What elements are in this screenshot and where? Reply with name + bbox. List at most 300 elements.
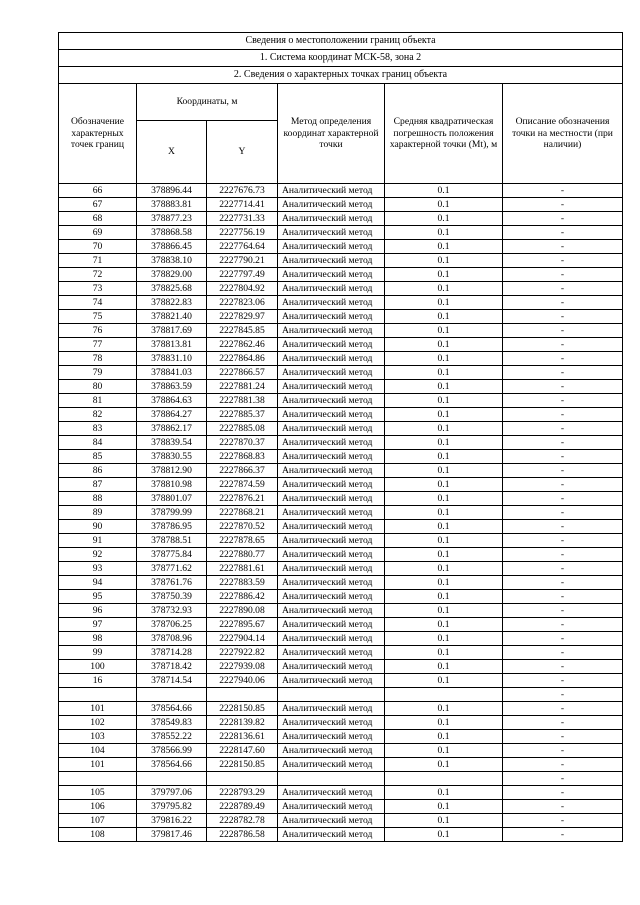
table-row <box>59 310 623 324</box>
cell-description: - <box>503 394 623 408</box>
cell-method: Аналитический метод <box>278 380 385 394</box>
table-row <box>59 744 623 758</box>
cell-precision: 0.1 <box>385 506 503 520</box>
cell-precision: 0.1 <box>385 296 503 310</box>
table-row <box>59 576 623 590</box>
cell-y: 2227870.52 <box>207 520 278 534</box>
table-row <box>59 674 623 688</box>
table-row <box>59 506 623 520</box>
cell-x: 378825.68 <box>137 282 207 296</box>
cell-description: - <box>503 702 623 716</box>
cell-precision: 0.1 <box>385 282 503 296</box>
header-coords: Координаты, м <box>137 84 278 121</box>
boundary-points-table <box>58 32 623 842</box>
cell-precision: 0.1 <box>385 198 503 212</box>
cell-method: Аналитический метод <box>278 674 385 688</box>
cell-point: 92 <box>59 548 137 562</box>
table-row <box>59 198 623 212</box>
cell-point: 91 <box>59 534 137 548</box>
cell-precision: 0.1 <box>385 562 503 576</box>
cell-point: 103 <box>59 730 137 744</box>
cell-precision: 0.1 <box>385 744 503 758</box>
cell-method: Аналитический метод <box>278 450 385 464</box>
cell-y: 2228782.78 <box>207 814 278 828</box>
table-row <box>59 366 623 380</box>
cell-x: 378817.69 <box>137 324 207 338</box>
cell-precision: 0.1 <box>385 464 503 478</box>
cell-precision: 0.1 <box>385 548 503 562</box>
cell-method: Аналитический метод <box>278 198 385 212</box>
cell-precision: 0.1 <box>385 814 503 828</box>
cell-x: 378896.44 <box>137 184 207 198</box>
cell-x: 379817.46 <box>137 828 207 842</box>
cell-precision: 0.1 <box>385 716 503 730</box>
cell-description: - <box>503 198 623 212</box>
cell-precision: 0.1 <box>385 268 503 282</box>
cell-point: 83 <box>59 422 137 436</box>
boundary-points-document <box>58 32 622 842</box>
header-y: Y <box>207 121 278 184</box>
cell-description: - <box>503 744 623 758</box>
cell-description: - <box>503 688 623 702</box>
cell-y: 2227823.06 <box>207 296 278 310</box>
title-row <box>59 67 623 84</box>
cell-precision: 0.1 <box>385 632 503 646</box>
cell-description: - <box>503 408 623 422</box>
table-row <box>59 436 623 450</box>
cell-precision: 0.1 <box>385 324 503 338</box>
cell-x: 378864.63 <box>137 394 207 408</box>
table-row <box>59 646 623 660</box>
table-row <box>59 800 623 814</box>
cell-point: 93 <box>59 562 137 576</box>
cell-method: Аналитический метод <box>278 240 385 254</box>
cell-x: 378810.98 <box>137 478 207 492</box>
cell-description: - <box>503 310 623 324</box>
cell-description: - <box>503 338 623 352</box>
cell-point: 88 <box>59 492 137 506</box>
cell-precision: 0.1 <box>385 254 503 268</box>
cell-x: 378813.81 <box>137 338 207 352</box>
cell-precision: 0.1 <box>385 380 503 394</box>
cell-point: 79 <box>59 366 137 380</box>
cell-method: Аналитический метод <box>278 338 385 352</box>
title-row <box>59 33 623 50</box>
cell-y: 2227868.21 <box>207 506 278 520</box>
title-row <box>59 50 623 67</box>
cell-point: 69 <box>59 226 137 240</box>
cell-point: 67 <box>59 198 137 212</box>
cell-method: Аналитический метод <box>278 282 385 296</box>
table-row <box>59 534 623 548</box>
cell-description: - <box>503 478 623 492</box>
cell-y: 2227870.37 <box>207 436 278 450</box>
cell-point: 68 <box>59 212 137 226</box>
cell-point: 87 <box>59 478 137 492</box>
table-row <box>59 590 623 604</box>
cell-x: 378883.81 <box>137 198 207 212</box>
cell-x: 379797.06 <box>137 786 207 800</box>
table-row <box>59 618 623 632</box>
cell-x: 378718.42 <box>137 660 207 674</box>
cell-x: 378786.95 <box>137 520 207 534</box>
cell-point: 76 <box>59 324 137 338</box>
cell-description: - <box>503 380 623 394</box>
cell-description: - <box>503 590 623 604</box>
table-row <box>59 562 623 576</box>
cell-x: 378761.76 <box>137 576 207 590</box>
cell-point: 97 <box>59 618 137 632</box>
cell-point: 77 <box>59 338 137 352</box>
cell-method: Аналитический метод <box>278 716 385 730</box>
cell-y: 2227885.08 <box>207 422 278 436</box>
cell-precision: 0.1 <box>385 226 503 240</box>
cell-description: - <box>503 240 623 254</box>
table-row <box>59 828 623 842</box>
cell-x: 378862.17 <box>137 422 207 436</box>
cell-y: 2227886.42 <box>207 590 278 604</box>
cell-point: 90 <box>59 520 137 534</box>
cell-x: 378838.10 <box>137 254 207 268</box>
cell-method: Аналитический метод <box>278 506 385 520</box>
cell-point: 96 <box>59 604 137 618</box>
cell-method: Аналитический метод <box>278 548 385 562</box>
cell-y: 2227866.57 <box>207 366 278 380</box>
cell-point: 70 <box>59 240 137 254</box>
cell-description: - <box>503 324 623 338</box>
table-row <box>59 660 623 674</box>
cell-precision: 0.1 <box>385 422 503 436</box>
cell-x: 378812.90 <box>137 464 207 478</box>
cell-y: 2228147.60 <box>207 744 278 758</box>
cell-precision: 0.1 <box>385 436 503 450</box>
cell-method: Аналитический метод <box>278 520 385 534</box>
cell-description: - <box>503 436 623 450</box>
table-row <box>59 184 623 198</box>
cell-y: 2227881.38 <box>207 394 278 408</box>
cell-method: Аналитический метод <box>278 800 385 814</box>
cell-description: - <box>503 254 623 268</box>
cell-point: 89 <box>59 506 137 520</box>
cell-point: 84 <box>59 436 137 450</box>
document-title: Сведения о местоположении границ объекта <box>59 33 623 50</box>
cell-y: 2227939.08 <box>207 660 278 674</box>
cell-y: 2227756.19 <box>207 226 278 240</box>
cell-description: - <box>503 464 623 478</box>
table-row <box>59 758 623 772</box>
cell-y: 2228789.49 <box>207 800 278 814</box>
cell-precision: 0.1 <box>385 660 503 674</box>
cell-point: 75 <box>59 310 137 324</box>
cell-description: - <box>503 576 623 590</box>
cell-point: 108 <box>59 828 137 842</box>
cell-point: 78 <box>59 352 137 366</box>
cell-method: Аналитический метод <box>278 408 385 422</box>
cell-y: 2227862.46 <box>207 338 278 352</box>
cell-method: Аналитический метод <box>278 464 385 478</box>
cell-description: - <box>503 366 623 380</box>
cell-y: 2227790.21 <box>207 254 278 268</box>
cell-description: - <box>503 520 623 534</box>
header-x: X <box>137 121 207 184</box>
cell-method: Аналитический метод <box>278 296 385 310</box>
cell-precision: 0.1 <box>385 576 503 590</box>
cell-method: Аналитический метод <box>278 576 385 590</box>
cell-method: Аналитический метод <box>278 744 385 758</box>
table-row <box>59 730 623 744</box>
header-method: Метод определения координат характерной точки <box>278 84 385 184</box>
cell-precision: 0.1 <box>385 800 503 814</box>
cell-x: 378866.45 <box>137 240 207 254</box>
cell-y: 2227676.73 <box>207 184 278 198</box>
cell-x <box>137 688 207 702</box>
cell-x: 378549.83 <box>137 716 207 730</box>
cell-method: Аналитический метод <box>278 562 385 576</box>
cell-description: - <box>503 758 623 772</box>
cell-method: Аналитический метод <box>278 212 385 226</box>
cell-description: - <box>503 296 623 310</box>
table-row <box>59 380 623 394</box>
cell-x: 378566.99 <box>137 744 207 758</box>
cell-point <box>59 772 137 786</box>
cell-y: 2227940.06 <box>207 674 278 688</box>
cell-x: 378732.93 <box>137 604 207 618</box>
cell-y: 2228793.29 <box>207 786 278 800</box>
table-row <box>59 394 623 408</box>
table-row <box>59 464 623 478</box>
cell-y: 2227764.64 <box>207 240 278 254</box>
cell-point: 82 <box>59 408 137 422</box>
cell-x: 378564.66 <box>137 758 207 772</box>
cell-y: 2227922.82 <box>207 646 278 660</box>
cell-point: 102 <box>59 716 137 730</box>
cell-x: 378829.00 <box>137 268 207 282</box>
cell-description: - <box>503 184 623 198</box>
cell-description: - <box>503 814 623 828</box>
coordinate-system-title: 1. Система координат МСК-58, зона 2 <box>59 50 623 67</box>
header-precision: Средняя квадратическая погрешность положения характерной точки (Mt), м <box>385 84 503 184</box>
table-row <box>59 604 623 618</box>
table-row <box>59 212 623 226</box>
cell-method: Аналитический метод <box>278 226 385 240</box>
table-row <box>59 772 623 786</box>
cell-x: 378830.55 <box>137 450 207 464</box>
cell-x: 378821.40 <box>137 310 207 324</box>
cell-method: Аналитический метод <box>278 492 385 506</box>
cell-point: 101 <box>59 702 137 716</box>
cell-y: 2227883.59 <box>207 576 278 590</box>
cell-y: 2227845.85 <box>207 324 278 338</box>
cell-description: - <box>503 422 623 436</box>
cell-point: 66 <box>59 184 137 198</box>
cell-x: 378839.54 <box>137 436 207 450</box>
cell-description: - <box>503 632 623 646</box>
table-row <box>59 226 623 240</box>
cell-y: 2227876.21 <box>207 492 278 506</box>
table-row <box>59 716 623 730</box>
cell-y: 2227904.14 <box>207 632 278 646</box>
cell-x <box>137 772 207 786</box>
cell-method: Аналитический метод <box>278 702 385 716</box>
cell-method <box>278 688 385 702</box>
cell-description: - <box>503 548 623 562</box>
cell-precision: 0.1 <box>385 646 503 660</box>
table-row <box>59 324 623 338</box>
table-row <box>59 338 623 352</box>
cell-y: 2227874.59 <box>207 478 278 492</box>
cell-y: 2227881.61 <box>207 562 278 576</box>
cell-point: 107 <box>59 814 137 828</box>
cell-precision: 0.1 <box>385 184 503 198</box>
cell-description: - <box>503 534 623 548</box>
cell-y: 2227864.86 <box>207 352 278 366</box>
cell-method: Аналитический метод <box>278 758 385 772</box>
cell-method: Аналитический метод <box>278 730 385 744</box>
cell-x: 378564.66 <box>137 702 207 716</box>
cell-precision: 0.1 <box>385 394 503 408</box>
table-row <box>59 814 623 828</box>
cell-precision: 0.1 <box>385 338 503 352</box>
cell-x: 378801.07 <box>137 492 207 506</box>
cell-precision: 0.1 <box>385 408 503 422</box>
cell-y: 2227885.37 <box>207 408 278 422</box>
cell-method: Аналитический метод <box>278 604 385 618</box>
cell-description: - <box>503 674 623 688</box>
cell-point: 73 <box>59 282 137 296</box>
table-row <box>59 282 623 296</box>
cell-description: - <box>503 506 623 520</box>
section-title: 2. Сведения о характерных точках границ объекта <box>59 67 623 84</box>
table-row <box>59 688 623 702</box>
cell-y: 2227890.08 <box>207 604 278 618</box>
cell-x: 378877.23 <box>137 212 207 226</box>
cell-precision: 0.1 <box>385 758 503 772</box>
cell-y <box>207 772 278 786</box>
table-row <box>59 632 623 646</box>
cell-description: - <box>503 562 623 576</box>
cell-description: - <box>503 604 623 618</box>
cell-x: 378822.83 <box>137 296 207 310</box>
table-row <box>59 352 623 366</box>
cell-precision: 0.1 <box>385 534 503 548</box>
cell-y: 2228139.82 <box>207 716 278 730</box>
cell-precision: 0.1 <box>385 352 503 366</box>
cell-precision: 0.1 <box>385 590 503 604</box>
cell-precision: 0.1 <box>385 702 503 716</box>
table-row <box>59 548 623 562</box>
cell-description: - <box>503 828 623 842</box>
header-point: Обозначение характерных точек границ <box>59 84 137 184</box>
cell-method: Аналитический метод <box>278 352 385 366</box>
cell-x: 378552.22 <box>137 730 207 744</box>
cell-method: Аналитический метод <box>278 254 385 268</box>
table-row <box>59 786 623 800</box>
cell-x: 379816.22 <box>137 814 207 828</box>
cell-precision: 0.1 <box>385 240 503 254</box>
cell-x: 378864.27 <box>137 408 207 422</box>
cell-method: Аналитический метод <box>278 828 385 842</box>
cell-point: 95 <box>59 590 137 604</box>
table-row <box>59 520 623 534</box>
cell-point: 99 <box>59 646 137 660</box>
cell-precision: 0.1 <box>385 828 503 842</box>
cell-precision: 0.1 <box>385 674 503 688</box>
cell-precision: 0.1 <box>385 786 503 800</box>
cell-method: Аналитический метод <box>278 618 385 632</box>
cell-y: 2227804.92 <box>207 282 278 296</box>
table-row <box>59 450 623 464</box>
table-row <box>59 268 623 282</box>
cell-precision: 0.1 <box>385 478 503 492</box>
cell-method: Аналитический метод <box>278 310 385 324</box>
cell-point: 98 <box>59 632 137 646</box>
cell-description: - <box>503 492 623 506</box>
cell-method: Аналитический метод <box>278 646 385 660</box>
cell-precision: 0.1 <box>385 520 503 534</box>
cell-precision: 0.1 <box>385 212 503 226</box>
cell-y <box>207 688 278 702</box>
cell-description: - <box>503 618 623 632</box>
cell-point: 16 <box>59 674 137 688</box>
cell-point: 105 <box>59 786 137 800</box>
cell-y: 2228786.58 <box>207 828 278 842</box>
cell-method: Аналитический метод <box>278 660 385 674</box>
header-row <box>59 84 623 121</box>
table-row <box>59 702 623 716</box>
cell-y: 2227880.77 <box>207 548 278 562</box>
cell-y: 2227829.97 <box>207 310 278 324</box>
cell-y: 2227731.33 <box>207 212 278 226</box>
cell-x: 378799.99 <box>137 506 207 520</box>
cell-precision: 0.1 <box>385 450 503 464</box>
cell-y: 2228136.61 <box>207 730 278 744</box>
cell-point: 86 <box>59 464 137 478</box>
cell-precision <box>385 688 503 702</box>
cell-precision: 0.1 <box>385 618 503 632</box>
table-row <box>59 492 623 506</box>
cell-y: 2227868.83 <box>207 450 278 464</box>
cell-description: - <box>503 772 623 786</box>
cell-method: Аналитический метод <box>278 268 385 282</box>
cell-description: - <box>503 800 623 814</box>
cell-description: - <box>503 282 623 296</box>
cell-y: 2227881.24 <box>207 380 278 394</box>
table-row <box>59 422 623 436</box>
cell-method: Аналитический метод <box>278 422 385 436</box>
cell-point: 71 <box>59 254 137 268</box>
cell-description: - <box>503 716 623 730</box>
cell-point: 85 <box>59 450 137 464</box>
cell-method: Аналитический метод <box>278 324 385 338</box>
cell-y: 2227878.65 <box>207 534 278 548</box>
cell-description: - <box>503 268 623 282</box>
cell-method: Аналитический метод <box>278 478 385 492</box>
cell-point: 80 <box>59 380 137 394</box>
cell-point: 100 <box>59 660 137 674</box>
cell-x: 379795.82 <box>137 800 207 814</box>
cell-x: 378750.39 <box>137 590 207 604</box>
cell-x: 378714.28 <box>137 646 207 660</box>
cell-method <box>278 772 385 786</box>
cell-point <box>59 688 137 702</box>
cell-precision: 0.1 <box>385 366 503 380</box>
cell-method: Аналитический метод <box>278 814 385 828</box>
cell-precision: 0.1 <box>385 730 503 744</box>
cell-method: Аналитический метод <box>278 394 385 408</box>
cell-description: - <box>503 352 623 366</box>
cell-x: 378775.84 <box>137 548 207 562</box>
cell-method: Аналитический метод <box>278 632 385 646</box>
